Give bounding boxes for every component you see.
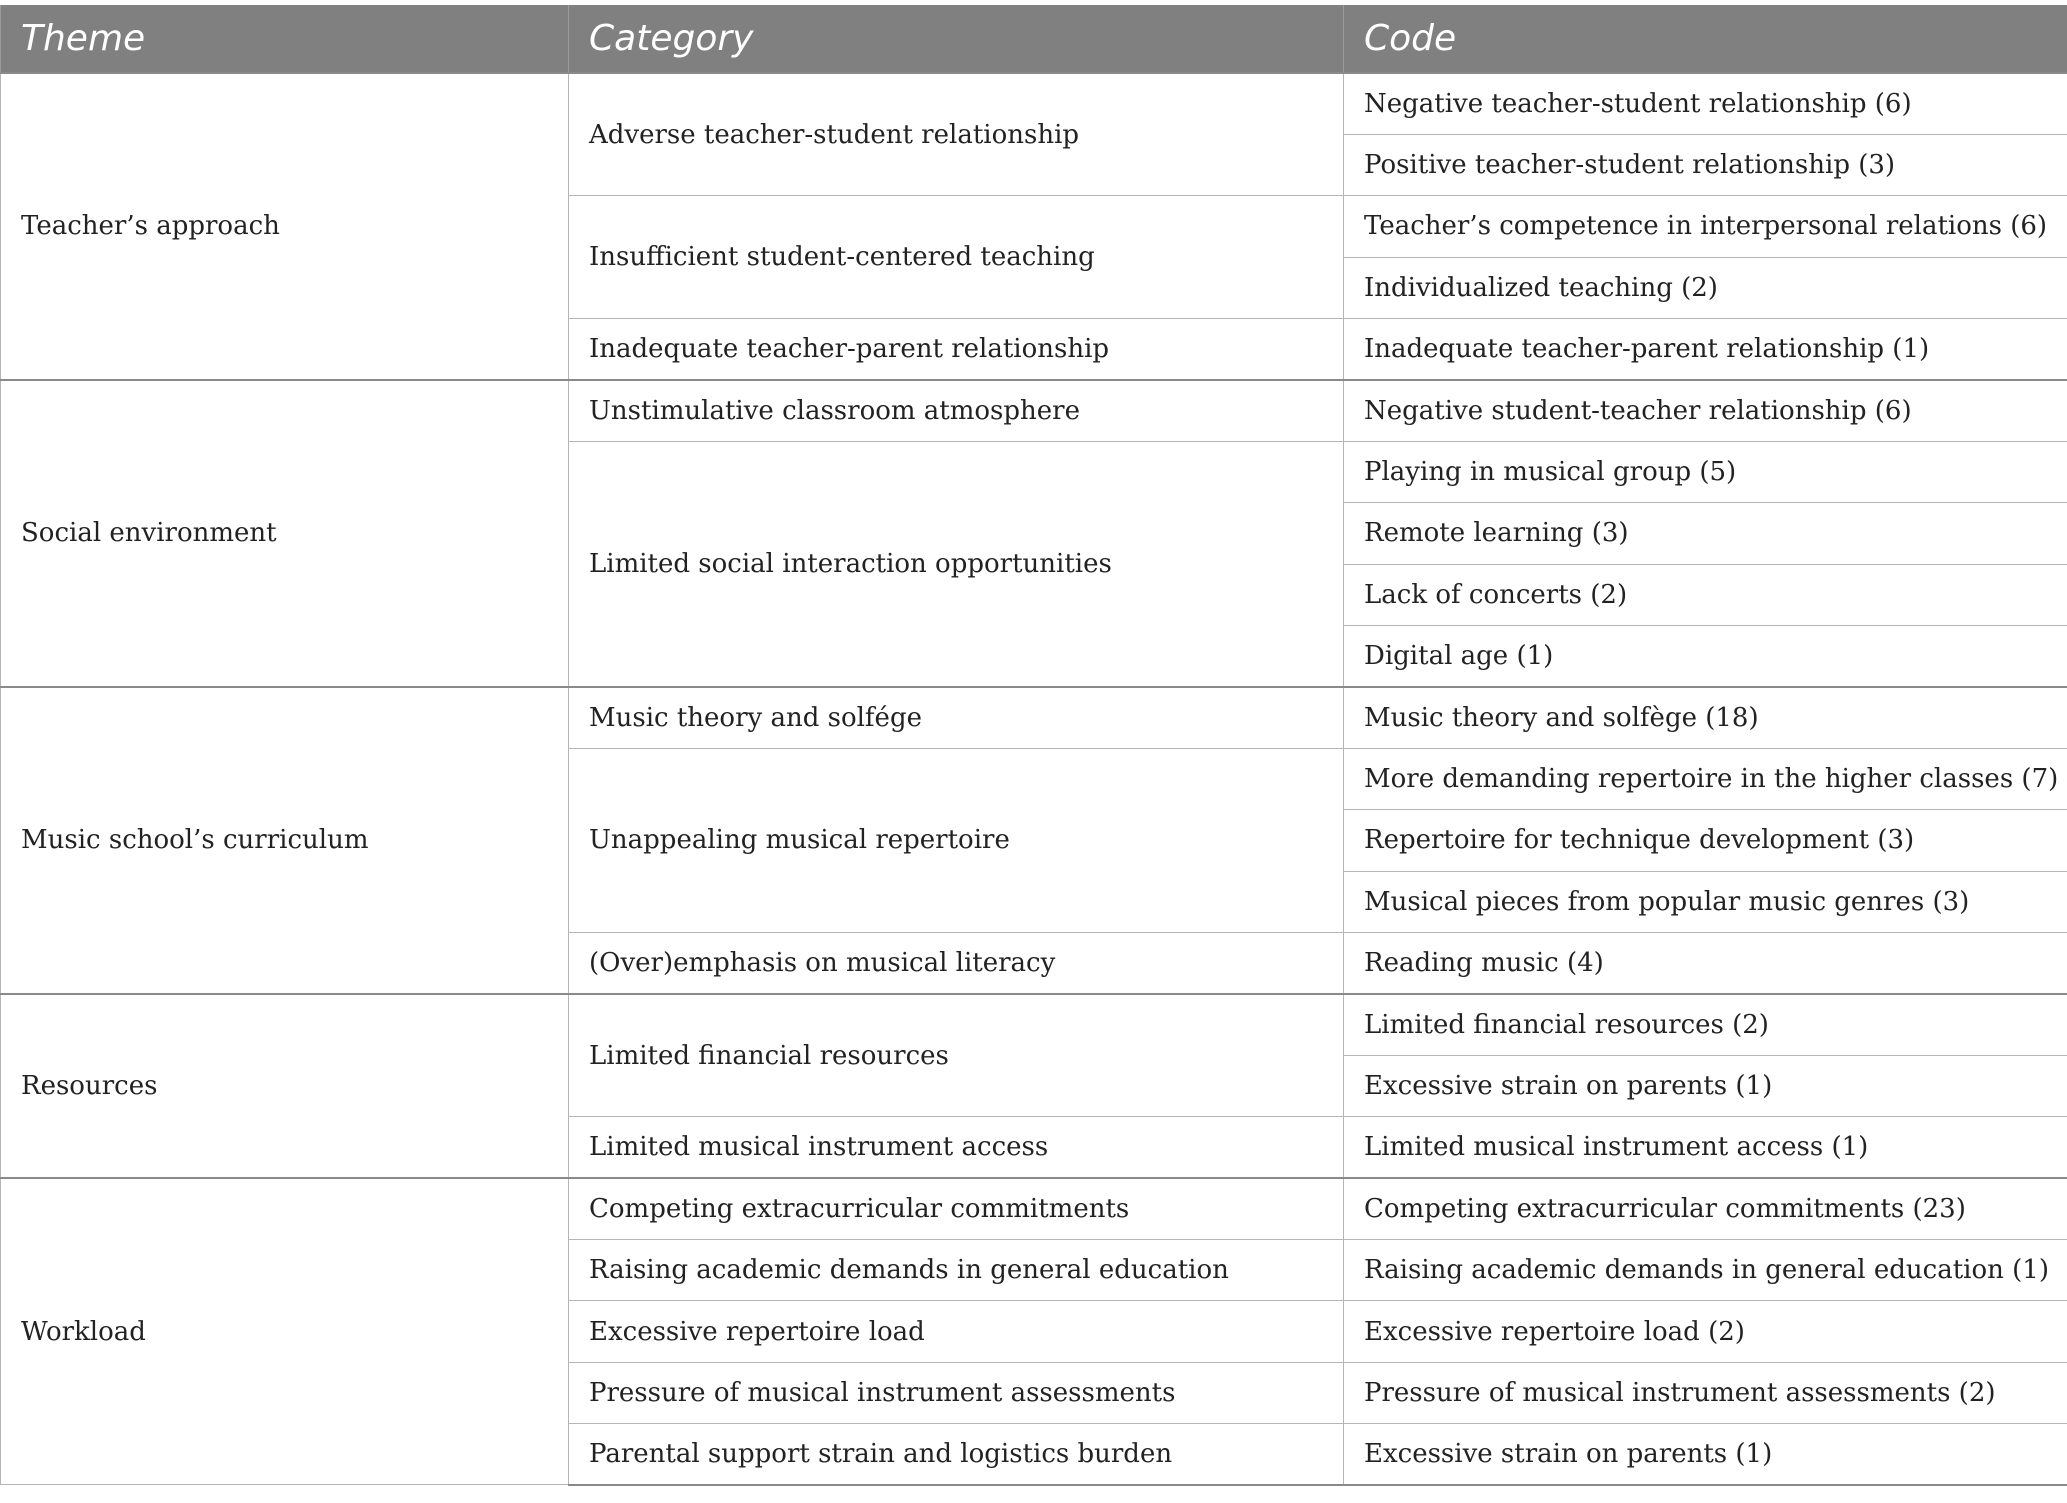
category-cell: Raising academic demands in general education: [569, 1239, 1344, 1300]
code-cell: Lack of concerts (2): [1344, 564, 2067, 625]
table-body: [1, 73, 2067, 1485]
code-cell: Limited musical instrument access (1): [1344, 1117, 2067, 1178]
theme-cell: Teacher’s approach: [1, 73, 569, 380]
code-cell: Individualized teaching (2): [1344, 257, 2067, 318]
category-cell: Limited social interaction opportunities: [569, 441, 1344, 687]
table-row: [1, 687, 2067, 748]
theme-cell: Resources: [1, 994, 569, 1178]
code-cell: Inadequate teacher-parent relationship (1): [1344, 319, 2067, 380]
themes-table: [0, 5, 2067, 1486]
header-category: Category: [569, 5, 1344, 73]
theme-cell: Workload: [1, 1178, 569, 1485]
category-cell: Music theory and solfége: [569, 687, 1344, 748]
theme-cell: Social environment: [1, 380, 569, 687]
table-row: [1, 994, 2067, 1055]
code-cell: Limited financial resources (2): [1344, 994, 2067, 1055]
category-cell: Parental support strain and logistics burden: [569, 1424, 1344, 1485]
category-cell: Limited musical instrument access: [569, 1117, 1344, 1178]
category-cell: Adverse teacher-student relationship: [569, 73, 1344, 196]
code-cell: Musical pieces from popular music genres (3): [1344, 871, 2067, 932]
code-cell: Excessive strain on parents (1): [1344, 1055, 2067, 1116]
table-row: [1, 1178, 2067, 1239]
code-cell: Repertoire for technique development (3): [1344, 810, 2067, 871]
code-cell: Excessive repertoire load (2): [1344, 1301, 2067, 1362]
header-theme: Theme: [1, 5, 569, 73]
code-cell: Competing extracurricular commitments (23): [1344, 1178, 2067, 1239]
category-cell: Unstimulative classroom atmosphere: [569, 380, 1344, 441]
code-cell: Negative student-teacher relationship (6): [1344, 380, 2067, 441]
category-cell: Competing extracurricular commitments: [569, 1178, 1344, 1239]
category-cell: (Over)emphasis on musical literacy: [569, 932, 1344, 993]
category-cell: Unappealing musical repertoire: [569, 748, 1344, 932]
code-cell: Reading music (4): [1344, 932, 2067, 993]
category-cell: Pressure of musical instrument assessments: [569, 1362, 1344, 1423]
code-cell: Playing in musical group (5): [1344, 441, 2067, 502]
code-cell: Negative teacher-student relationship (6): [1344, 73, 2067, 134]
code-cell: Digital age (1): [1344, 626, 2067, 687]
code-cell: More demanding repertoire in the higher classes (7): [1344, 748, 2067, 809]
code-cell: Positive teacher-student relationship (3): [1344, 134, 2067, 195]
header-row: [1, 5, 2067, 73]
category-cell: Inadequate teacher-parent relationship: [569, 319, 1344, 380]
table-header: [1, 5, 2067, 73]
code-cell: Remote learning (3): [1344, 503, 2067, 564]
code-cell: Raising academic demands in general education (1): [1344, 1239, 2067, 1300]
category-cell: Limited financial resources: [569, 994, 1344, 1117]
category-cell: Excessive repertoire load: [569, 1301, 1344, 1362]
table-row: [1, 380, 2067, 441]
code-cell: Pressure of musical instrument assessments (2): [1344, 1362, 2067, 1423]
code-cell: Excessive strain on parents (1): [1344, 1424, 2067, 1485]
code-cell: Music theory and solfège (18): [1344, 687, 2067, 748]
category-cell: Insufficient student-centered teaching: [569, 196, 1344, 319]
header-code: Code: [1344, 5, 2067, 73]
table-row: [1, 73, 2067, 134]
code-cell: Teacher’s competence in interpersonal relations (6): [1344, 196, 2067, 257]
theme-cell: Music school’s curriculum: [1, 687, 569, 994]
